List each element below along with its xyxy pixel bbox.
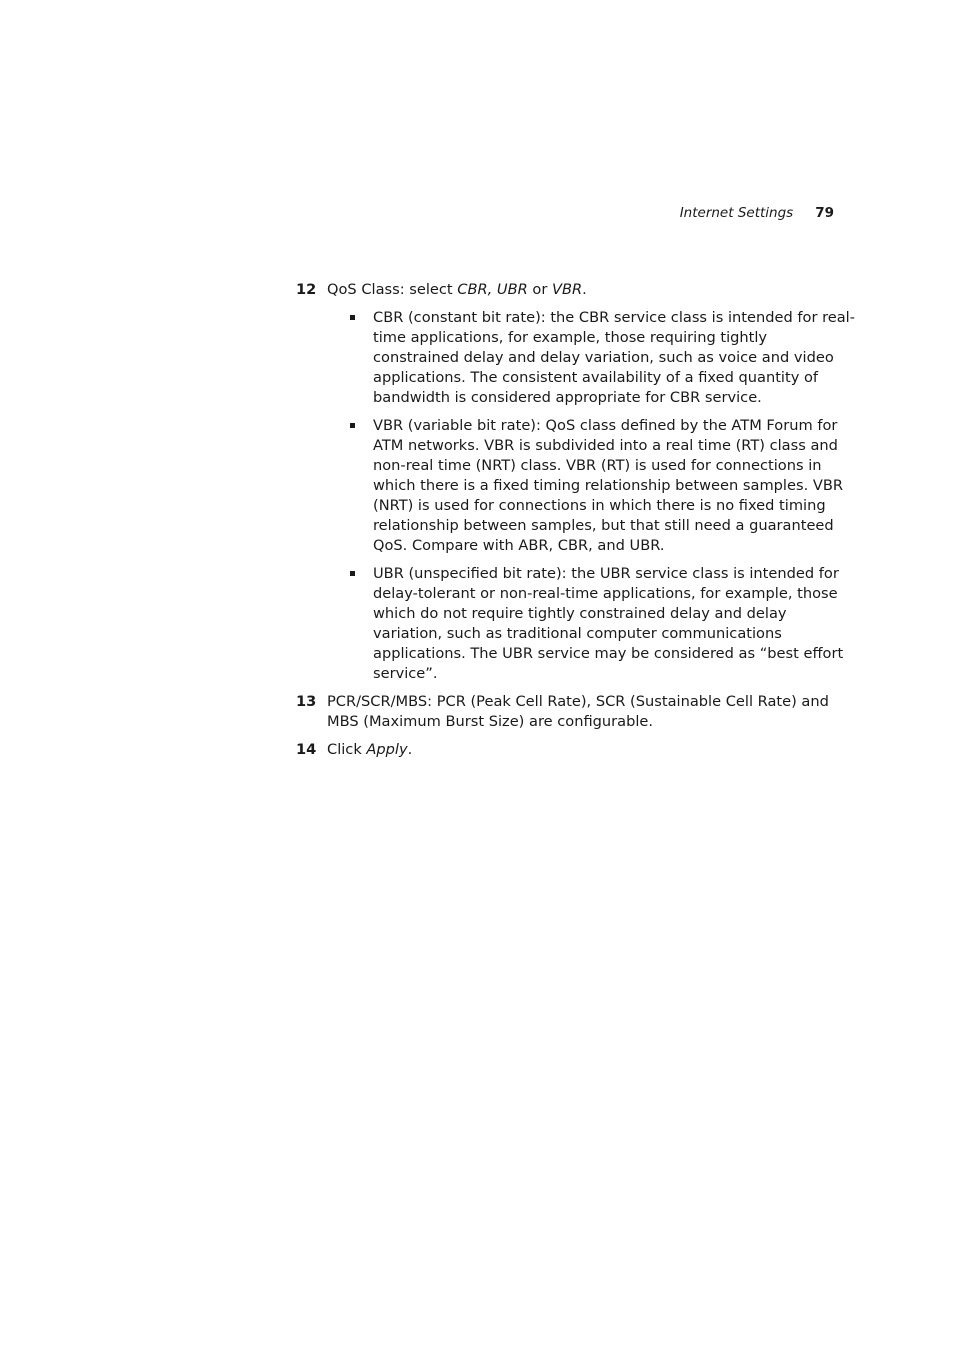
step-text: Click Apply.	[327, 741, 413, 758]
list-item-vbr: VBR (variable bit rate): QoS class defined by the ATM Forum for ATM networks. VBR is subdivided into a real time (RT) class and non-real time (NRT) class. VBR (RT) is used for connections in which there is a fixed timing relationship between samples. VBR (NRT) is used for connections in which there is no fixed timing relationship between samples, but that still need a guaranteed QoS. Compare with ABR, CBR, and UBR.	[373, 416, 856, 556]
running-header	[680, 205, 834, 221]
qos-class-list	[327, 308, 856, 684]
square-bullet-icon	[350, 423, 355, 428]
option-cbr-ubr: CBR, UBR	[457, 281, 528, 298]
apply-action: Apply	[366, 741, 408, 758]
step-number: 13	[296, 693, 317, 710]
square-bullet-icon	[350, 571, 355, 576]
page-number: 79	[815, 205, 834, 221]
page-body	[296, 280, 856, 768]
step-13	[296, 692, 856, 732]
list-item-cbr: CBR (constant bit rate): the CBR service class is intended for real-time applications, for example, those requiring tightly constrained delay and delay variation, such as voice and video applications. The consistent availability of a fixed quantity of bandwidth is considered appropriate for CBR service.	[373, 308, 856, 408]
step-text: PCR/SCR/MBS: PCR (Peak Cell Rate), SCR (Sustainable Cell Rate) and MBS (Maximum Burst Size) are configurable.	[327, 693, 829, 730]
step-text: QoS Class: select CBR, UBR or VBR.	[327, 281, 587, 298]
option-vbr: VBR	[551, 281, 583, 298]
list-item-ubr: UBR (unspecified bit rate): the UBR service class is intended for delay-tolerant or non-real-time applications, for example, those which do not require tightly constrained delay and delay variation, such as traditional computer communications applications. The UBR service may be considered as “best effort service”.	[373, 564, 856, 684]
section-title: Internet Settings	[679, 205, 794, 221]
step-number: 12	[296, 281, 317, 298]
step-12	[296, 280, 856, 684]
step-14	[296, 740, 856, 760]
step-number: 14	[296, 741, 317, 758]
square-bullet-icon	[350, 315, 355, 320]
